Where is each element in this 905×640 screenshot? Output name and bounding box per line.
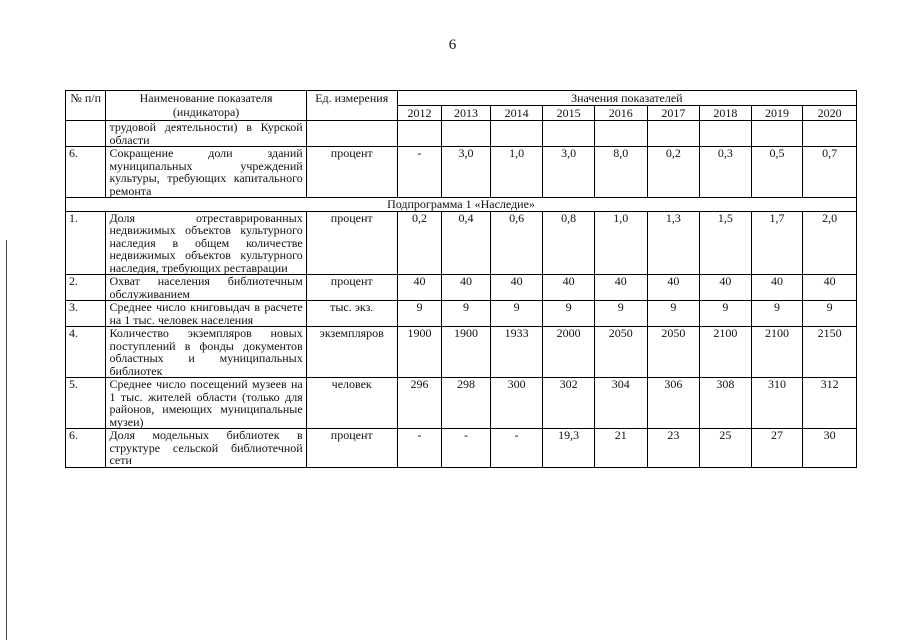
value-cell: 40 (594, 275, 647, 301)
value-cell: 304 (594, 378, 647, 429)
value-cell: 25 (700, 429, 752, 468)
table-row (66, 429, 857, 468)
row-number: 3. (66, 301, 106, 327)
value-cell: 1,0 (490, 147, 543, 198)
unit-cell: процент (306, 429, 397, 468)
header-year: 2018 (700, 106, 752, 121)
header-year: 2013 (442, 106, 491, 121)
value-cell: 30 (803, 429, 857, 468)
header-name: Наименование показателя (индикатора) (106, 91, 306, 121)
value-cell: 40 (397, 275, 442, 301)
unit-cell: процент (306, 275, 397, 301)
row-number: 6. (66, 147, 106, 198)
value-cell: 2100 (751, 327, 803, 378)
table-row (66, 327, 857, 378)
value-cell: 9 (594, 301, 647, 327)
value-cell: - (397, 429, 442, 468)
unit-cell: экземпляров (306, 327, 397, 378)
header-num: № п/п (66, 91, 106, 121)
header-values: Значения показателей (397, 91, 856, 106)
header-year: 2017 (647, 106, 700, 121)
value-cell: - (442, 429, 491, 468)
value-cell: 308 (700, 378, 752, 429)
value-cell: 3,0 (543, 147, 595, 198)
table-cell (66, 121, 106, 147)
value-cell: 40 (543, 275, 595, 301)
unit-cell: процент (306, 211, 397, 275)
value-cell: 1933 (490, 327, 543, 378)
value-cell: 40 (700, 275, 752, 301)
value-cell: 0,2 (647, 147, 700, 198)
row-number: 1. (66, 211, 106, 275)
value-cell: 8,0 (594, 147, 647, 198)
indicator-name: Среднее число посещений музеев на 1 тыс. жителей области (только для районов, имеющих муниципальные музеи) (106, 378, 306, 429)
value-cell: 9 (543, 301, 595, 327)
subprogram-title: Подпрограмма 1 «Наследие» (66, 198, 857, 212)
table-row (66, 147, 857, 198)
value-cell: 19,3 (543, 429, 595, 468)
value-cell: 9 (700, 301, 752, 327)
value-cell: - (397, 147, 442, 198)
value-cell: 40 (442, 275, 491, 301)
row-number: 6. (66, 429, 106, 468)
table-row (66, 378, 857, 429)
value-cell: 9 (751, 301, 803, 327)
header-unit: Ед. измерения (306, 91, 397, 121)
value-cell: 9 (490, 301, 543, 327)
value-cell: 9 (397, 301, 442, 327)
row-number: 5. (66, 378, 106, 429)
value-cell: 3,0 (442, 147, 491, 198)
value-cell: 9 (803, 301, 857, 327)
row-number: 4. (66, 327, 106, 378)
value-cell: 1,7 (751, 211, 803, 275)
header-year: 2016 (594, 106, 647, 121)
value-cell: 2000 (543, 327, 595, 378)
value-cell: 40 (803, 275, 857, 301)
value-cell: 2050 (594, 327, 647, 378)
unit-cell: процент (306, 147, 397, 198)
value-cell: - (490, 429, 543, 468)
value-cell: 2150 (803, 327, 857, 378)
indicators-table (65, 90, 857, 468)
table-row (66, 275, 857, 301)
table-row (66, 211, 857, 275)
indicator-name: Охват населения библиотечным обслуживанием (106, 275, 306, 301)
value-cell: 27 (751, 429, 803, 468)
value-cell: 0,7 (803, 147, 857, 198)
value-cell: 0,5 (751, 147, 803, 198)
value-cell: 0,8 (543, 211, 595, 275)
value-cell: 312 (803, 378, 857, 429)
indicator-name: Доля отреставрированных недвижимых объектов культурного наследия в общем количестве недвижимых объектов культурного наследия, требующих реставрации (106, 211, 306, 275)
header-year: 2012 (397, 106, 442, 121)
value-cell: 9 (647, 301, 700, 327)
value-cell: 23 (647, 429, 700, 468)
scan-edge-line (6, 240, 7, 640)
table-row (66, 301, 857, 327)
value-cell: 40 (647, 275, 700, 301)
value-cell: 21 (594, 429, 647, 468)
value-cell: 298 (442, 378, 491, 429)
value-cell: 0,2 (397, 211, 442, 275)
value-cell: 40 (490, 275, 543, 301)
indicator-name: Доля модельных библиотек в структуре сельской библиотечной сети (106, 429, 306, 468)
header-year: 2019 (751, 106, 803, 121)
value-cell: 306 (647, 378, 700, 429)
unit-cell: тыс. экз. (306, 301, 397, 327)
value-cell: 1900 (442, 327, 491, 378)
value-cell: 9 (442, 301, 491, 327)
row-number: 2. (66, 275, 106, 301)
value-cell: 300 (490, 378, 543, 429)
value-cell: 0,6 (490, 211, 543, 275)
value-cell: 1,5 (700, 211, 752, 275)
continuation-text: трудовой деятельности) в Курской области (106, 121, 306, 147)
value-cell: 0,3 (700, 147, 752, 198)
value-cell: 1,0 (594, 211, 647, 275)
header-year: 2020 (803, 106, 857, 121)
indicator-name: Сокращение доли зданий муниципальных учреждений культуры, требующих капитального ремонта (106, 147, 306, 198)
value-cell: 40 (751, 275, 803, 301)
value-cell: 302 (543, 378, 595, 429)
indicator-name: Количество экземпляров новых поступлений в фонды документов областных и муниципальных библиотек (106, 327, 306, 378)
value-cell: 2,0 (803, 211, 857, 275)
unit-cell: человек (306, 378, 397, 429)
value-cell: 310 (751, 378, 803, 429)
value-cell: 0,4 (442, 211, 491, 275)
value-cell: 1,3 (647, 211, 700, 275)
table-cell (306, 121, 397, 147)
header-year: 2015 (543, 106, 595, 121)
value-cell: 2100 (700, 327, 752, 378)
header-year: 2014 (490, 106, 543, 121)
value-cell: 2050 (647, 327, 700, 378)
indicator-name: Среднее число книговыдач в расчете на 1 тыс. человек населения (106, 301, 306, 327)
value-cell: 296 (397, 378, 442, 429)
value-cell: 1900 (397, 327, 442, 378)
page-number: 6 (448, 37, 457, 53)
